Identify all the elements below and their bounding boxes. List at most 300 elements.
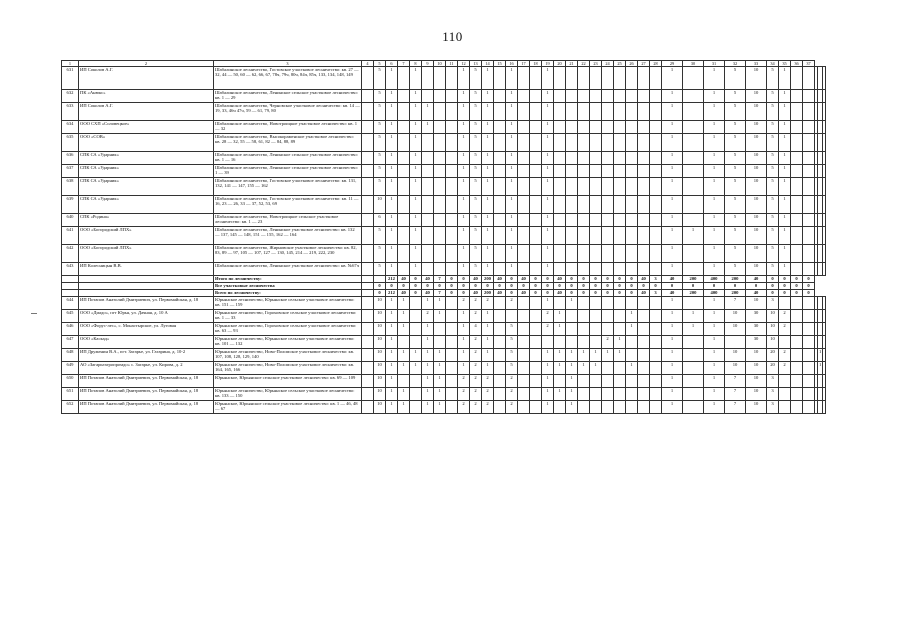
- value-cell: [518, 121, 530, 134]
- value-cell: [554, 134, 566, 152]
- value-cell: 1: [779, 165, 791, 178]
- value-cell: 1: [662, 214, 683, 227]
- summary-value: 200: [683, 290, 704, 297]
- value-cell: [614, 297, 626, 310]
- value-cell: [626, 178, 638, 196]
- value-cell: [518, 90, 530, 103]
- organization-name: СПК «Родина»: [79, 214, 214, 227]
- summary-value: 0: [470, 283, 482, 290]
- value-cell: 10: [746, 388, 767, 401]
- value-cell: 10: [746, 245, 767, 263]
- value-cell: [683, 67, 704, 90]
- value-cell: 1: [506, 245, 518, 263]
- value-cell: 1: [410, 196, 422, 214]
- column-number: 32: [725, 61, 746, 67]
- value-cell: 10: [746, 134, 767, 152]
- value-cell: 10: [374, 336, 386, 349]
- value-cell: [506, 310, 518, 323]
- value-cell: [446, 263, 458, 276]
- value-cell: [638, 323, 650, 336]
- value-cell: [614, 134, 626, 152]
- value-cell: 5: [470, 121, 482, 134]
- value-cell: 1: [398, 388, 410, 401]
- column-number: 24: [602, 61, 614, 67]
- value-cell: 1: [506, 165, 518, 178]
- value-cell: [530, 152, 542, 165]
- column-number: 17: [518, 61, 530, 67]
- value-cell: 3: [767, 297, 779, 310]
- value-cell: 1: [662, 178, 683, 196]
- value-cell: 1: [386, 388, 398, 401]
- value-cell: 5: [374, 134, 386, 152]
- table-row: [62, 349, 826, 362]
- value-cell: 1: [482, 310, 494, 323]
- column-number: 10: [434, 61, 446, 67]
- value-cell: 2: [458, 375, 470, 388]
- summary-value: 0: [767, 290, 779, 297]
- value-cell: 5: [767, 263, 779, 276]
- value-cell: [494, 336, 506, 349]
- value-cell: 1: [482, 178, 494, 196]
- value-cell: [518, 67, 530, 90]
- value-cell: 1: [398, 401, 410, 414]
- summary-value: 0: [386, 283, 398, 290]
- value-cell: 20: [767, 362, 779, 375]
- column-number: 37: [803, 61, 815, 67]
- column-number: 15: [494, 61, 506, 67]
- value-cell: [446, 196, 458, 214]
- column-number: 2: [79, 61, 214, 67]
- value-cell: 1: [779, 245, 791, 263]
- value-cell: [398, 90, 410, 103]
- value-cell: [362, 349, 374, 362]
- value-cell: [398, 375, 410, 388]
- value-cell: [823, 178, 826, 196]
- value-cell: 2: [506, 401, 518, 414]
- value-cell: [578, 134, 590, 152]
- value-cell: [626, 67, 638, 90]
- column-number: 26: [626, 61, 638, 67]
- value-cell: [638, 90, 650, 103]
- value-cell: [422, 67, 434, 90]
- value-cell: 2: [470, 336, 482, 349]
- value-cell: 1: [662, 349, 683, 362]
- value-cell: [626, 121, 638, 134]
- value-cell: [518, 323, 530, 336]
- row-number: 646: [62, 323, 79, 336]
- value-cell: 2: [458, 297, 470, 310]
- value-cell: [791, 245, 803, 263]
- value-cell: [590, 165, 602, 178]
- column-number: 20: [554, 61, 566, 67]
- value-cell: [578, 310, 590, 323]
- value-cell: [530, 297, 542, 310]
- value-cell: 1: [662, 310, 683, 323]
- value-cell: [518, 103, 530, 121]
- value-cell: [566, 67, 578, 90]
- value-cell: [602, 388, 614, 401]
- value-cell: 5: [725, 245, 746, 263]
- summary-value: 212: [386, 290, 398, 297]
- summary-value: 0: [542, 276, 554, 283]
- value-cell: [362, 336, 374, 349]
- value-cell: [803, 152, 815, 165]
- summary-value: 0: [410, 290, 422, 297]
- value-cell: [823, 297, 826, 310]
- summary-value: 0: [458, 283, 470, 290]
- organization-name: АО «Загарьеагропромдо» с. Загарье, ул. Кирова, д. 2: [79, 362, 214, 375]
- value-cell: [791, 196, 803, 214]
- summary-value: 0: [518, 283, 530, 290]
- value-cell: 1: [410, 134, 422, 152]
- value-cell: [518, 362, 530, 375]
- value-cell: 10: [374, 388, 386, 401]
- summary-label: Все участковые лесничества: [214, 283, 362, 290]
- row-number: 648: [62, 349, 79, 362]
- value-cell: [362, 323, 374, 336]
- value-cell: [602, 134, 614, 152]
- value-cell: 1: [704, 245, 725, 263]
- summary-value: 40: [638, 276, 650, 283]
- value-cell: 1: [458, 336, 470, 349]
- value-cell: [494, 245, 506, 263]
- value-cell: [518, 375, 530, 388]
- value-cell: 1: [662, 121, 683, 134]
- value-cell: 1: [662, 323, 683, 336]
- value-cell: 10: [746, 349, 767, 362]
- column-number: 34: [767, 61, 779, 67]
- row-number: 640: [62, 214, 79, 227]
- value-cell: [566, 90, 578, 103]
- value-cell: [494, 134, 506, 152]
- value-cell: [578, 178, 590, 196]
- table-body-yuryansky: [62, 297, 826, 414]
- value-cell: 1: [542, 401, 554, 414]
- value-cell: [602, 245, 614, 263]
- value-cell: 5: [506, 349, 518, 362]
- value-cell: 1: [602, 349, 614, 362]
- value-cell: [494, 227, 506, 245]
- value-cell: [823, 401, 826, 414]
- value-cell: 1: [554, 349, 566, 362]
- value-cell: 5: [374, 103, 386, 121]
- summary-spacer: [362, 276, 374, 283]
- value-cell: 5: [506, 323, 518, 336]
- value-cell: 5: [725, 90, 746, 103]
- organization-name: ООО «Форус-лес», с. Монастырское, ул. Луговая: [79, 323, 214, 336]
- value-cell: 1: [434, 388, 446, 401]
- value-cell: [614, 67, 626, 90]
- value-cell: 1: [482, 214, 494, 227]
- value-cell: [602, 90, 614, 103]
- summary-value: [374, 276, 386, 283]
- value-cell: [446, 310, 458, 323]
- column-number: 36: [791, 61, 803, 67]
- value-cell: 5: [725, 134, 746, 152]
- column-number: 14: [482, 61, 494, 67]
- value-cell: 1: [482, 152, 494, 165]
- value-cell: [362, 121, 374, 134]
- value-cell: [791, 227, 803, 245]
- value-cell: 1: [386, 375, 398, 388]
- table-row: [62, 245, 826, 263]
- value-cell: [683, 152, 704, 165]
- value-cell: [614, 362, 626, 375]
- value-cell: [638, 196, 650, 214]
- value-cell: [578, 103, 590, 121]
- value-cell: [566, 121, 578, 134]
- summary-value: 0: [530, 283, 542, 290]
- value-cell: 1: [542, 178, 554, 196]
- value-cell: [446, 165, 458, 178]
- value-cell: [638, 401, 650, 414]
- value-cell: [398, 165, 410, 178]
- value-cell: [626, 263, 638, 276]
- value-cell: [614, 401, 626, 414]
- row-number: 649: [62, 362, 79, 375]
- value-cell: [823, 227, 826, 245]
- value-cell: [590, 227, 602, 245]
- value-cell: [566, 214, 578, 227]
- value-cell: 1: [704, 67, 725, 90]
- value-cell: [590, 134, 602, 152]
- value-cell: 1: [662, 336, 683, 349]
- value-cell: 1: [422, 349, 434, 362]
- value-cell: 3: [767, 375, 779, 388]
- summary-value: 0: [638, 283, 650, 290]
- value-cell: 1: [458, 196, 470, 214]
- value-cell: 7: [725, 375, 746, 388]
- value-cell: [566, 336, 578, 349]
- value-cell: [362, 310, 374, 323]
- value-cell: [530, 67, 542, 90]
- value-cell: [626, 245, 638, 263]
- value-cell: [578, 263, 590, 276]
- value-cell: [803, 336, 815, 349]
- value-cell: 1: [542, 103, 554, 121]
- value-cell: [803, 297, 815, 310]
- value-cell: [683, 362, 704, 375]
- value-cell: [422, 227, 434, 245]
- forestry-location: Шабалинское лесничество, Гостовское участковое лесничество: кв. 131, 132, 141 — 147, 155 — 162: [214, 178, 362, 196]
- value-cell: 1: [482, 165, 494, 178]
- value-cell: [434, 134, 446, 152]
- hunting-grounds-table: [61, 60, 826, 414]
- value-cell: 1: [422, 297, 434, 310]
- value-cell: [362, 90, 374, 103]
- summary-value: 0: [434, 283, 446, 290]
- value-cell: [626, 165, 638, 178]
- value-cell: [638, 121, 650, 134]
- value-cell: 5: [767, 90, 779, 103]
- value-cell: 2: [779, 310, 791, 323]
- column-number: 8: [410, 61, 422, 67]
- value-cell: 1: [482, 323, 494, 336]
- value-cell: 1: [626, 323, 638, 336]
- value-cell: [518, 349, 530, 362]
- forestry-location: Юрьянское, Юрьянское сельское участковое лесничество: кв. 69 — 109: [214, 375, 362, 388]
- value-cell: 1: [614, 349, 626, 362]
- column-number: 7: [398, 61, 410, 67]
- value-cell: [626, 227, 638, 245]
- value-cell: [578, 214, 590, 227]
- value-cell: [590, 375, 602, 388]
- value-cell: 5: [470, 67, 482, 90]
- value-cell: [614, 196, 626, 214]
- value-cell: 2: [779, 323, 791, 336]
- value-cell: 1: [662, 67, 683, 90]
- value-cell: 1: [422, 336, 434, 349]
- value-cell: [362, 362, 374, 375]
- summary-value: 40: [518, 276, 530, 283]
- table-row: [62, 362, 826, 375]
- value-cell: 1: [410, 227, 422, 245]
- value-cell: [779, 401, 791, 414]
- forestry-location: Шабалинское лесничество, Гостовское участковое лесничество: кв. 27 — 32, 44 — 50, 60 — 62, 66, 67, 78ч, 79ч, 80ч, 84ч, 85ч, 133, 134, 148, 149: [214, 67, 362, 90]
- value-cell: 1: [410, 178, 422, 196]
- value-cell: [494, 349, 506, 362]
- value-cell: [650, 178, 662, 196]
- forestry-location: Юрьянское лесничество, Юрьянское сельское участковое лесничество: кв. 151 — 159: [214, 297, 362, 310]
- summary-value: 0: [374, 290, 386, 297]
- forestry-location: Юрьянское лесничество, Гороховское сельское участковое лесничество: кв. 1 — 33: [214, 310, 362, 323]
- table-row: [62, 103, 826, 121]
- value-cell: 1: [422, 323, 434, 336]
- value-cell: 1: [434, 375, 446, 388]
- value-cell: [554, 214, 566, 227]
- value-cell: 1: [386, 263, 398, 276]
- value-cell: [614, 121, 626, 134]
- value-cell: [803, 90, 815, 103]
- row-number: 644: [62, 297, 79, 310]
- summary-spacer: [62, 290, 79, 297]
- value-cell: [362, 152, 374, 165]
- summary-value: 0: [803, 283, 815, 290]
- value-cell: 1: [704, 336, 725, 349]
- value-cell: 2: [458, 401, 470, 414]
- value-cell: [683, 103, 704, 121]
- summary-value: 0: [410, 276, 422, 283]
- summary-value: 0: [458, 290, 470, 297]
- column-number: 11: [446, 61, 458, 67]
- value-cell: [626, 196, 638, 214]
- value-cell: 2: [602, 336, 614, 349]
- value-cell: [446, 375, 458, 388]
- value-cell: 2: [482, 375, 494, 388]
- value-cell: [518, 196, 530, 214]
- summary-value: 0: [590, 276, 602, 283]
- value-cell: [791, 121, 803, 134]
- value-cell: [683, 349, 704, 362]
- value-cell: [578, 336, 590, 349]
- value-cell: [578, 401, 590, 414]
- value-cell: [650, 196, 662, 214]
- value-cell: 1: [434, 310, 446, 323]
- column-number: 4: [362, 61, 374, 67]
- organization-name: ООО СХП «Соловецкое»: [79, 121, 214, 134]
- table-row: [62, 336, 826, 349]
- value-cell: [398, 134, 410, 152]
- summary-value: 40: [638, 290, 650, 297]
- value-cell: [803, 310, 815, 323]
- value-cell: [650, 297, 662, 310]
- organization-name: ООО «Богородский ЛПХ»: [79, 245, 214, 263]
- value-cell: 2: [458, 388, 470, 401]
- summary-value: 0: [779, 276, 791, 283]
- value-cell: 1: [458, 121, 470, 134]
- summary-value: 0: [650, 283, 662, 290]
- value-cell: [590, 152, 602, 165]
- value-cell: [823, 336, 826, 349]
- value-cell: [791, 297, 803, 310]
- value-cell: 5: [470, 90, 482, 103]
- value-cell: 1: [704, 323, 725, 336]
- value-cell: [554, 336, 566, 349]
- value-cell: [803, 103, 815, 121]
- summary-value: 0: [554, 283, 566, 290]
- summary-value: 0: [725, 283, 746, 290]
- value-cell: [803, 196, 815, 214]
- value-cell: 1: [662, 90, 683, 103]
- value-cell: 1: [779, 178, 791, 196]
- value-cell: [530, 134, 542, 152]
- value-cell: [779, 375, 791, 388]
- forestry-location: Юрьянское лесничество, Ново-Поломское участковое лесничество: кв. 164, 165, 166: [214, 362, 362, 375]
- value-cell: [650, 401, 662, 414]
- value-cell: [554, 227, 566, 245]
- value-cell: 1: [704, 134, 725, 152]
- value-cell: [434, 165, 446, 178]
- value-cell: 1: [482, 196, 494, 214]
- value-cell: [779, 336, 791, 349]
- value-cell: 1: [506, 103, 518, 121]
- forestry-location: Шабалинское лесничество, Черновское участковое лесничество: кв. 14 — 19, 33, 46ч 47ч, 59 — 61, 79, 80: [214, 103, 362, 121]
- value-cell: 1: [482, 67, 494, 90]
- value-cell: 1: [704, 196, 725, 214]
- value-cell: [494, 310, 506, 323]
- value-cell: [446, 178, 458, 196]
- value-cell: 2: [470, 362, 482, 375]
- value-cell: 10: [746, 375, 767, 388]
- value-cell: [410, 297, 422, 310]
- value-cell: 5: [374, 227, 386, 245]
- value-cell: [422, 196, 434, 214]
- value-cell: 1: [386, 103, 398, 121]
- value-cell: [602, 310, 614, 323]
- value-cell: 1: [662, 134, 683, 152]
- value-cell: [518, 134, 530, 152]
- value-cell: 5: [725, 214, 746, 227]
- row-number: 650: [62, 375, 79, 388]
- value-cell: [518, 165, 530, 178]
- value-cell: [602, 196, 614, 214]
- value-cell: 5: [767, 227, 779, 245]
- value-cell: 10: [746, 90, 767, 103]
- value-cell: [590, 310, 602, 323]
- row-number: 632: [62, 90, 79, 103]
- margin-mark: [31, 313, 37, 314]
- value-cell: [398, 178, 410, 196]
- value-cell: [803, 323, 815, 336]
- value-cell: [602, 401, 614, 414]
- value-cell: 1: [566, 388, 578, 401]
- value-cell: 20: [767, 349, 779, 362]
- value-cell: [554, 297, 566, 310]
- value-cell: 1: [662, 103, 683, 121]
- value-cell: [590, 401, 602, 414]
- column-number: 6: [386, 61, 398, 67]
- value-cell: [566, 196, 578, 214]
